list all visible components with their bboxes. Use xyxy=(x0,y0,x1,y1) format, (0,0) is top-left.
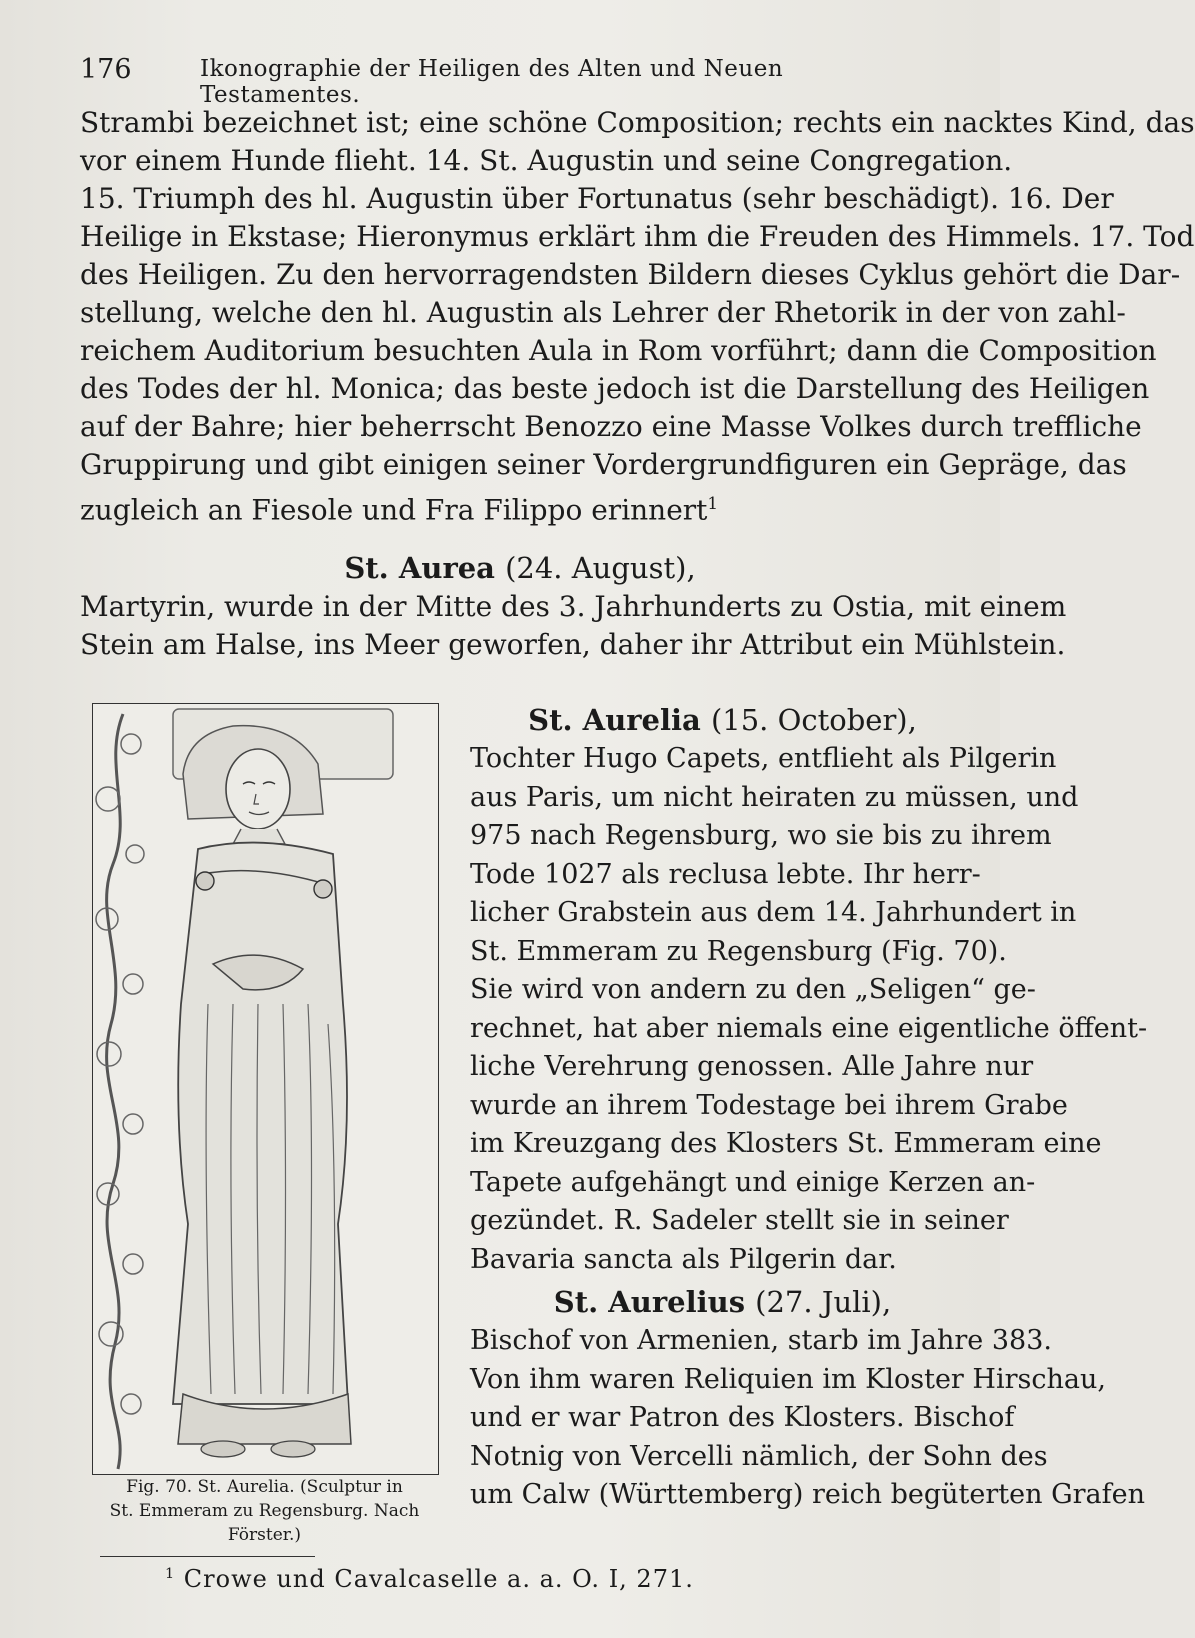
text-line: wurde an ihrem Todestage bei ihrem Grabe xyxy=(470,1089,1068,1121)
heading-name: St. Aurelia xyxy=(528,703,701,737)
text-line: Bischof von Armenien, starb im Jahre 383. xyxy=(470,1325,1052,1356)
footnote-text: Crowe und Cavalcaselle a. a. O. I, 271. xyxy=(183,1565,694,1593)
text-line: 975 nach Regensburg, wo sie bis zu ihrem xyxy=(470,820,1052,851)
section-heading-aurelius xyxy=(470,1282,975,1322)
text-line: stellung, welche den hl. Augustin als Lehrer der Rhetorik in der von zahl- xyxy=(80,296,1126,329)
text-line-content: zugleich an Fiesole und Fra Filippo erinnert xyxy=(80,493,708,527)
text-line: um Calw (Württemberg) reich begüterten Grafen xyxy=(470,1479,1146,1510)
text-line: vor einem Hunde flieht. 14. St. Augustin und seine Congregation. xyxy=(80,144,1013,177)
running-title: Ikonographie der Heiligen des Alten und Neuen Testamentes. xyxy=(200,56,784,108)
section-heading-aurea xyxy=(80,548,960,588)
text-line: des Heiligen. Zu den hervorragendsten Bildern dieses Cyklus gehört die Dar- xyxy=(80,258,1181,291)
footnote-reference: 1 xyxy=(707,493,719,513)
section-aurelius xyxy=(470,1282,1146,1515)
footnote xyxy=(165,1565,694,1593)
caption-line: Förster.) xyxy=(227,1525,302,1545)
text-line: Gruppirung und gibt einigen seiner Vordergrundfiguren ein Gepräge, das xyxy=(80,448,1127,481)
text-line: gezündet. R. Sadeler stellt sie in seiner xyxy=(470,1205,1009,1236)
text-line: Strambi bezeichnet ist; eine schöne Composition; rechts ein nacktes Kind, das xyxy=(80,106,1195,139)
text-line: Tochter Hugo Capets, entflieht als Pilgerin xyxy=(470,743,1057,774)
text-line: aus Paris, um nicht heiraten zu müssen, und xyxy=(470,781,1079,813)
text-line: liche Verehrung genossen. Alle Jahre nur xyxy=(470,1051,1034,1082)
heading-name: St. Aurea xyxy=(344,551,495,585)
text-line: auf der Bahre; hier beherrscht Benozzo eine Masse Volkes durch treffliche xyxy=(80,410,1142,443)
text-line: des Todes der hl. Monica; das beste jedoch ist die Darstellung des Heiligen xyxy=(80,372,1150,405)
text-line: Tapete aufgehängt und einige Kerzen an- xyxy=(470,1166,1036,1198)
figure-illustration xyxy=(92,703,439,1475)
text-line: Notnig von Vercelli nämlich, der Sohn des xyxy=(470,1440,1048,1472)
text-line-last xyxy=(80,484,960,527)
text-line: licher Grabstein aus dem 14. Jahrhundert in xyxy=(470,897,1077,928)
text-line: im Kreuzgang des Klosters St. Emmeram eine xyxy=(470,1128,1102,1159)
text-line: rechnet, hat aber niemals eine eigentliche öffent- xyxy=(470,1012,1148,1044)
text-line: reichem Auditorium besuchten Aula in Rom vorführt; dann die Composition xyxy=(80,334,1157,367)
caption-line: St. Emmeram zu Regensburg. Nach xyxy=(109,1501,420,1521)
footnote-divider xyxy=(100,1556,315,1557)
aurelia-sculpture-image xyxy=(93,704,438,1474)
text-line: St. Emmeram zu Regensburg (Fig. 70). xyxy=(470,935,1007,967)
figure-caption xyxy=(92,1475,437,1547)
text-line: Stein am Halse, ins Meer geworfen, daher ihr Attribut ein Mühlstein. xyxy=(80,628,1066,661)
text-line: Sie wird von andern zu den „Seligen“ ge- xyxy=(470,974,1036,1005)
heading-date: (24. August), xyxy=(505,551,696,585)
top-paragraph xyxy=(80,104,1195,527)
text-line: Von ihm waren Reliquien im Kloster Hirschau, xyxy=(470,1363,1106,1395)
heading-name: St. Aurelius xyxy=(553,1285,746,1319)
heading-date: (15. October), xyxy=(710,703,917,737)
text-line: Heilige in Ekstase; Hieronymus erklärt ihm die Freuden des Himmels. 17. Tod xyxy=(80,220,1195,253)
text-line: 15. Triumph des hl. Augustin über Fortunatus (sehr beschädigt). 16. Der xyxy=(80,182,1114,215)
section-aurea xyxy=(80,548,1067,664)
text-line: und er war Patron des Klosters. Bischof xyxy=(470,1402,1015,1433)
caption-line: Fig. 70. St. Aurelia. (Sculptur in xyxy=(126,1477,403,1497)
footnote-mark: 1 xyxy=(165,1566,176,1582)
heading-date: (27. Juli), xyxy=(755,1285,892,1319)
text-line: Tode 1027 als reclusa lebte. Ihr herr- xyxy=(470,858,981,890)
section-heading-aurelia xyxy=(470,700,975,740)
page-number: 176 xyxy=(80,54,132,85)
text-line: Bavaria sancta als Pilgerin dar. xyxy=(470,1243,897,1275)
page-header xyxy=(80,48,940,108)
section-aurelia xyxy=(470,700,1148,1279)
text-line: Martyrin, wurde in der Mitte des 3. Jahrhunderts zu Ostia, mit einem xyxy=(80,590,1067,623)
